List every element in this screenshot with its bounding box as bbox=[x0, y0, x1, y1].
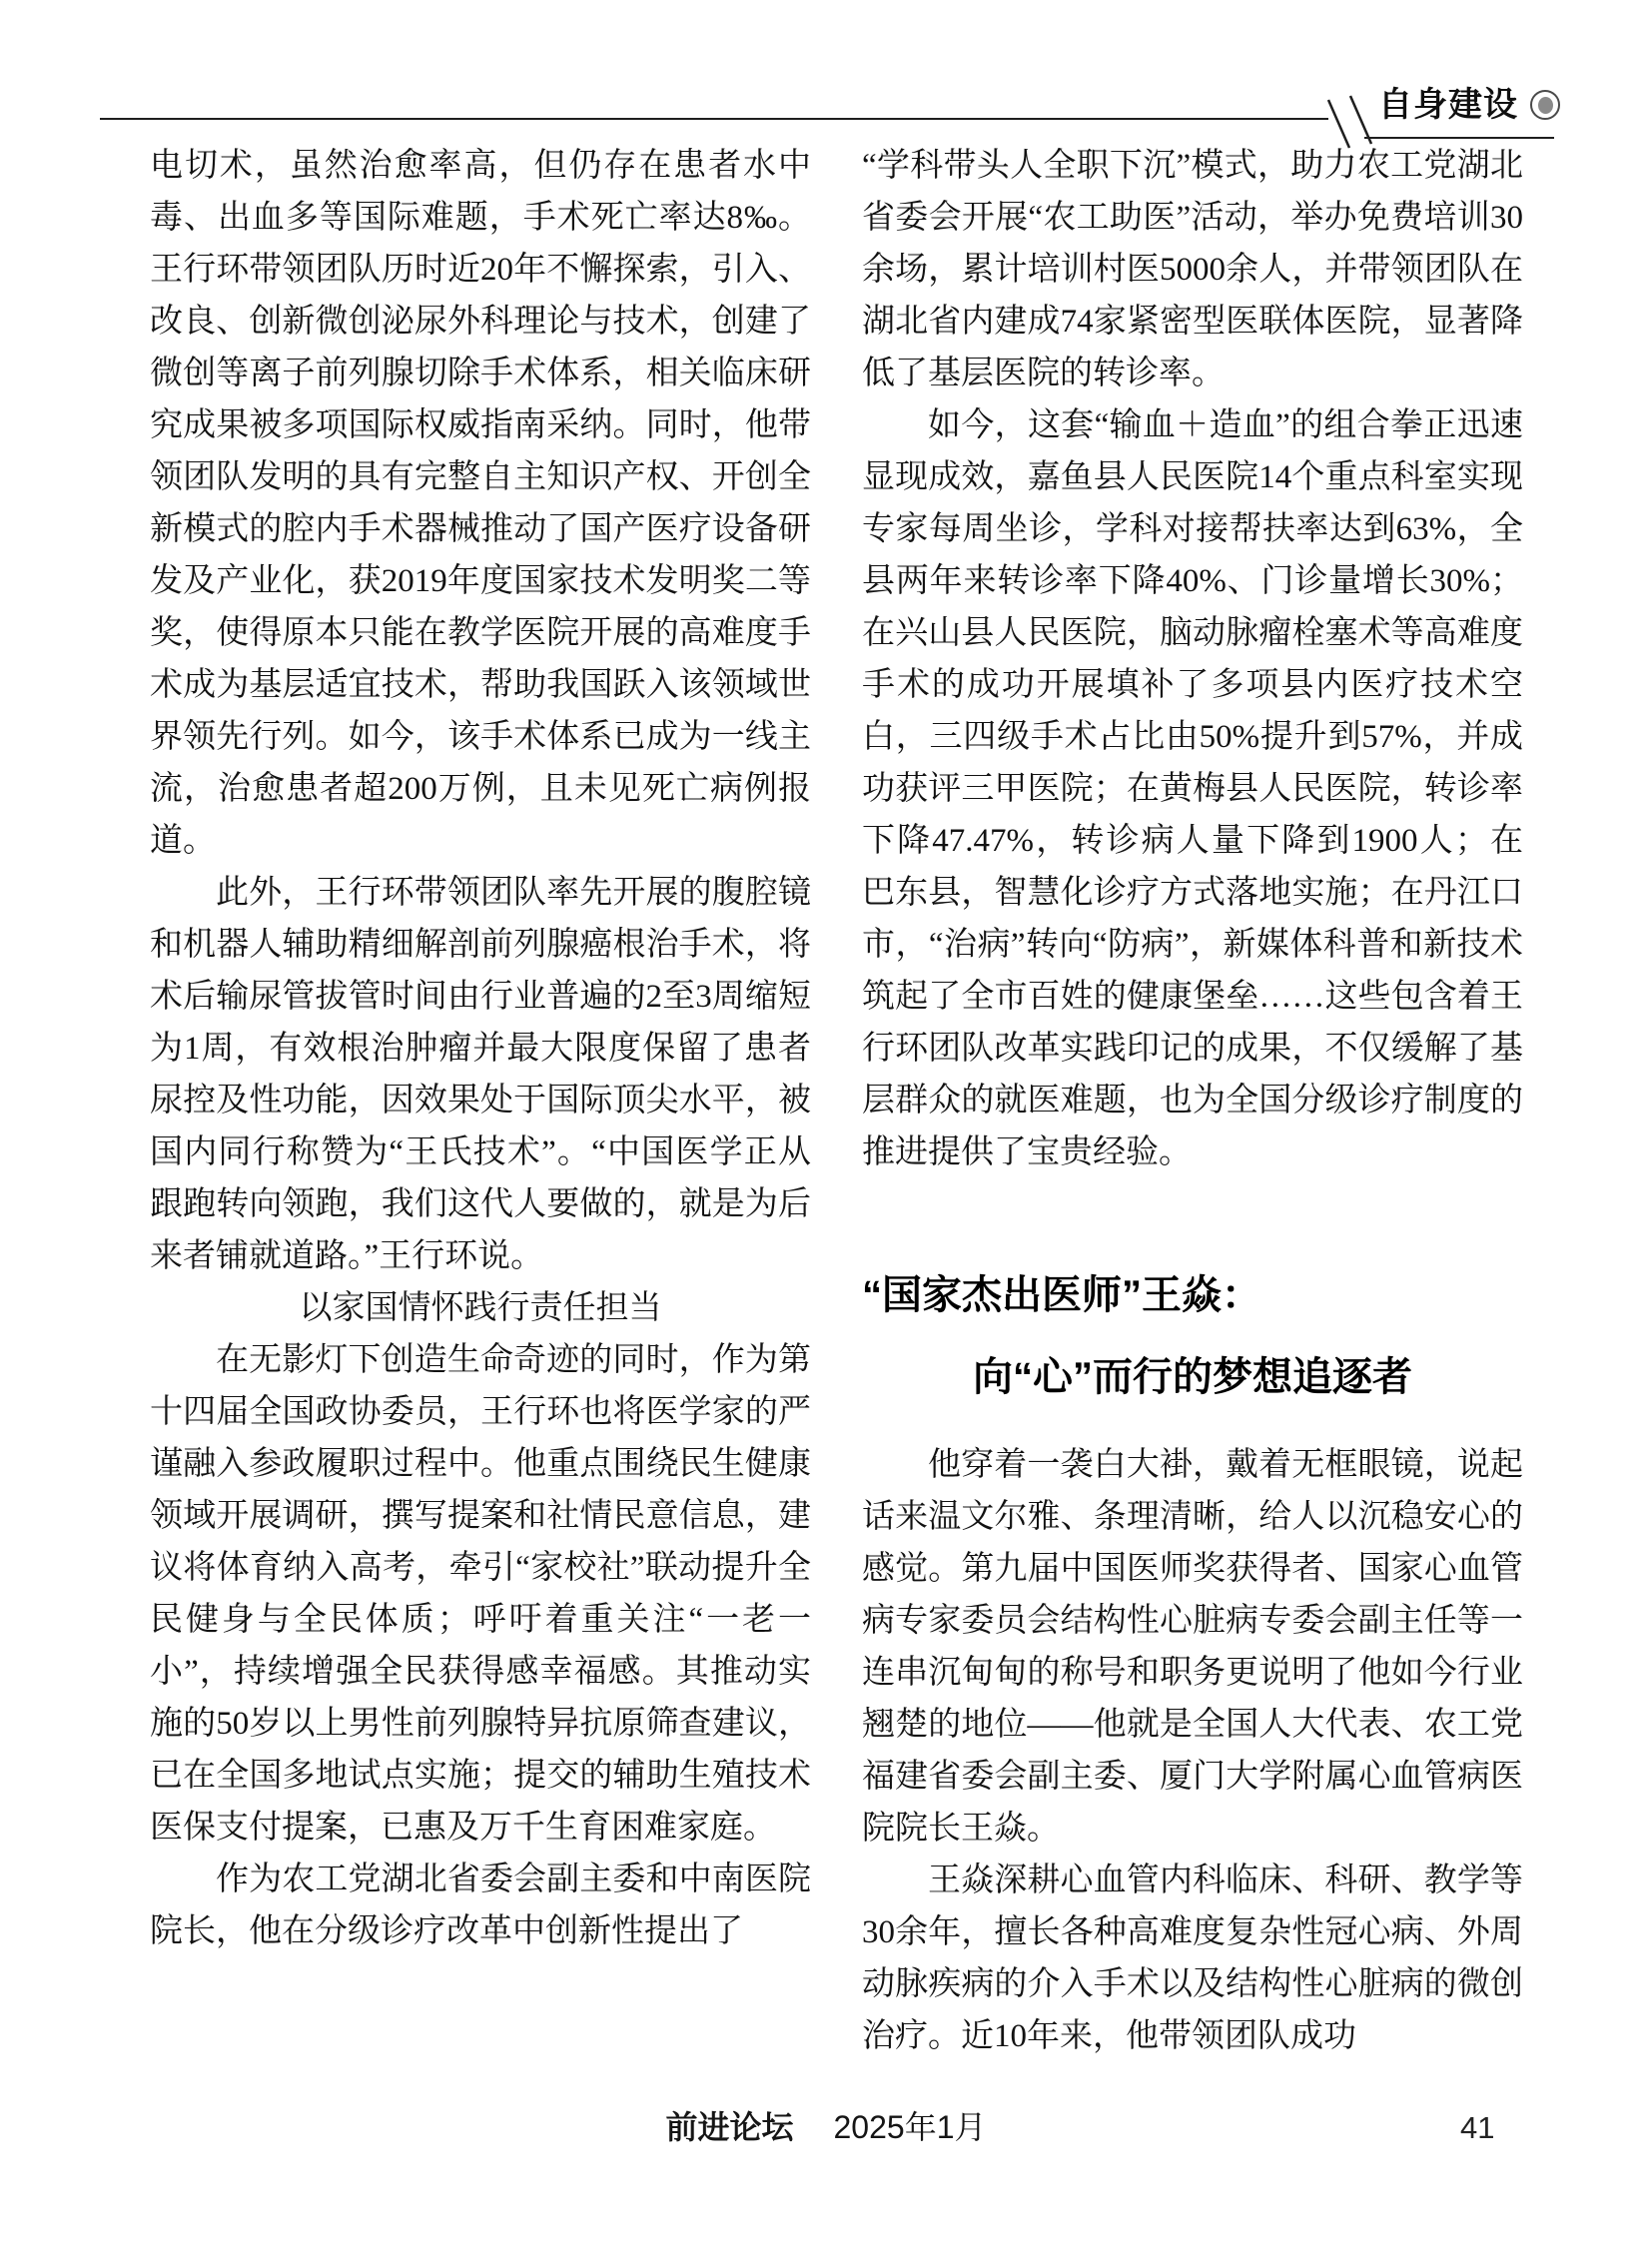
journal-name: 前进论坛 bbox=[665, 2109, 794, 2145]
footer bbox=[0, 2107, 1652, 2147]
right-column bbox=[862, 140, 1523, 2062]
article-title-line2: 向“心”而行的梦想追逐者 bbox=[973, 1355, 1412, 1399]
body-paragraph: 作为农工党湖北省委会副主委和中南医院院长，他在分级诊疗改革中创新性提出了 bbox=[150, 1862, 811, 1949]
issue-date: 2025年1月 bbox=[833, 2109, 987, 2145]
sub-heading: 以家国情怀践行责任担当 bbox=[299, 1290, 662, 1326]
left-column bbox=[150, 140, 811, 1957]
section-label: 自身建设 bbox=[1378, 86, 1518, 124]
page-number: 41 bbox=[1460, 2110, 1495, 2145]
article-title-line1: “国家杰出医师”王焱： bbox=[862, 1273, 1261, 1317]
section-bullet-icon bbox=[1530, 90, 1560, 120]
body-paragraph: 王焱深耕心血管内科临床、科研、教学等30余年，擅长各种高难度复杂性冠心病、外周动脉疾病的介入手术以及结构性心脏病的微创治疗。近10年来，他带领团队成功 bbox=[862, 1863, 1523, 2054]
body-paragraph: 电切术，虽然治愈率高，但仍存在患者水中毒、出血多等国际难题，手术死亡率达8‰。王行环带领团队历时近20年不懈探索，引入、改良、创新微创泌尿外科理论与技术，创建了微创等离子前列腺切除手术体系，相关临床研究成果被多项国际权威指南采纳。同时，他带领团队发明的具有完整自主知识产权、开创全新模式的腔内手术器械推动了国产医疗设备研发及产业化，获2019年度国家技术发明奖二等奖，使得原本只能在教学医院开展的高难度手术成为基层适宜技术，帮助我国跃入该领域世界领先行列。如今，该手术体系已成为一线主流，治愈患者超200万例，且未见死亡病例报道。 bbox=[150, 148, 811, 859]
body-paragraph: 此外，王行环带领团队率先开展的腹腔镜和机器人辅助精细解剖前列腺癌根治手术，将术后输尿管拔管时间由行业普遍的2至3周缩短为1周，有效根治肿瘤并最大限度保留了患者尿控及性功能，因效果处于国际顶尖水平，被国内同行称赞为“王氏技术”。“中国医学正从跟跑转向领跑，我们这代人要做的，就是为后来者铺就道路。”王行环说。 bbox=[150, 875, 811, 1274]
body-paragraph: “学科带头人全职下沉”模式，助力农工党湖北省委会开展“农工助医”活动，举办免费培训30余场，累计培训村医5000余人，并带领团队在湖北省内建成74家紧密型医联体医院，显著降低了基层医院的转诊率。 bbox=[862, 148, 1523, 391]
body-paragraph: 他穿着一袭白大褂，戴着无框眼镜，说起话来温文尔雅、条理清晰，给人以沉稳安心的感觉。第九届中国医师奖获得者、国家心血管病专家委员会结构性心脏病专委会副主任等一连串沉甸甸的称号和职务更说明了他如今行业翘楚的地位——他就是全国人大代表、农工党福建省委会副主委、厦门大学附属心血管病医院院长王焱。 bbox=[862, 1447, 1523, 1847]
body-paragraph: 如今，这套“输血＋造血”的组合拳正迅速显现成效，嘉鱼县人民医院14个重点科室实现专家每周坐诊，学科对接帮扶率达到63%，全县两年来转诊率下降40%、门诊量增长30%；在兴山县人民医院，脑动脉瘤栓塞术等高难度手术的成功开展填补了多项县内医疗技术空白，三四级手术占比由50%提升到57%，并成功获评三甲医院；在黄梅县人民医院，转诊率下降47.47%，转诊病人量下降到1900人；在巴东县，智慧化诊疗方式落地实施；在丹江口市，“治病”转向“防病”，新媒体科普和新技术筑起了全市百姓的健康堡垒……这些包含着王行环团队改革实践印记的成果，不仅缓解了基层群众的就医难题，也为全国分级诊疗制度的推进提供了宝贵经验。 bbox=[862, 407, 1523, 1170]
bullet-dot bbox=[1538, 97, 1553, 114]
body-paragraph: 在无影灯下创造生命奇迹的同时，作为第十四届全国政协委员，王行环也将医学家的严谨融入参政履职过程中。他重点围绕民生健康领域开展调研，撰写提案和社情民意信息，建议将体育纳入高考，牵引“家校社”联动提升全民健身与全民体质；呼吁着重关注“一老一小”，持续增强全民获得感幸福感。其推动实施的50岁以上男性前列腺特异抗原筛查建议，已在全国多地试点实施；提交的辅助生殖技术医保支付提案，已惠及万千生育困难家庭。 bbox=[150, 1342, 811, 1846]
